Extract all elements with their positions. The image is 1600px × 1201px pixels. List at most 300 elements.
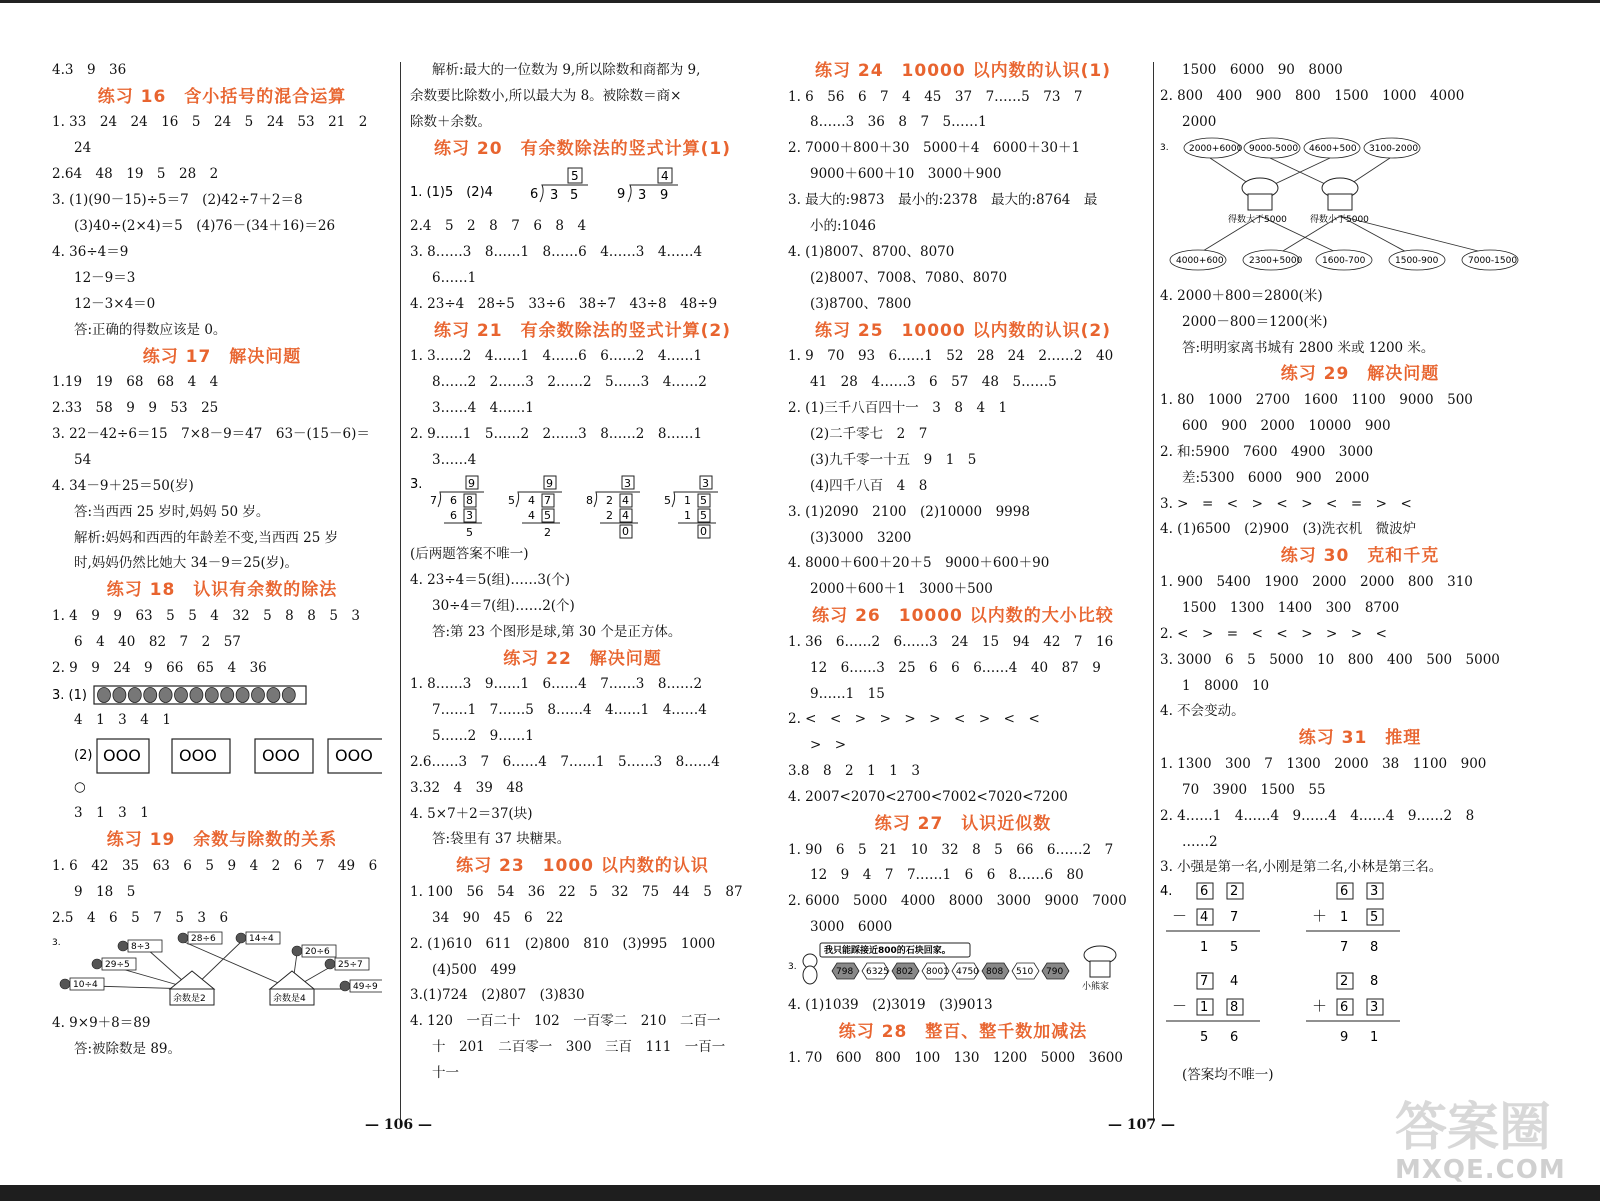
mushroom-text: 1500-900 xyxy=(1395,255,1439,266)
answer-line: 1. 6 56 6 7 4 45 37 7……5 73 7 xyxy=(788,88,1083,105)
answer-line: 十一 xyxy=(432,1065,459,1082)
divisor: 5 xyxy=(664,493,671,507)
answer-line: 24 xyxy=(74,140,92,157)
long-division xyxy=(664,476,718,538)
dividend-a2: 5 xyxy=(570,188,579,204)
digit: 7 xyxy=(1230,910,1239,926)
mushroom-text: 4600+500 xyxy=(1309,143,1357,154)
quotient-a: 5 xyxy=(571,169,579,184)
answer-line: 小的:1046 xyxy=(810,218,876,235)
leaf-icon xyxy=(267,687,280,702)
division-21-svg xyxy=(410,474,750,542)
answer-line: 41 28 4……3 6 57 48 5……5 xyxy=(810,374,1057,391)
leaf-icon xyxy=(205,687,218,702)
stone-value: 802 xyxy=(896,967,914,978)
answer-line: 3.32 4 39 48 xyxy=(410,779,524,796)
division-20-svg xyxy=(410,162,750,214)
answer-line: 解析:妈妈和西西的年龄差不变,当西西 25 岁 xyxy=(74,529,339,546)
answer-line: 2. (1)610 611 (2)800 810 (3)995 1000 xyxy=(410,935,716,952)
exercise-heading: 练习 30 克和千克 xyxy=(1280,546,1440,567)
stepping-stone xyxy=(982,963,1009,979)
circle-group-1 xyxy=(97,739,149,773)
answer-line: ……2 xyxy=(1182,833,1218,850)
long-division-a xyxy=(530,168,588,203)
answer-line: 4. 9×9＋8＝89 xyxy=(52,1015,151,1032)
div21-label: 3. xyxy=(410,476,423,492)
answer-line: 12－9＝3 xyxy=(74,269,136,286)
digit: 7 xyxy=(1340,940,1349,956)
remainder: 5 xyxy=(466,525,473,539)
answer-line: (答案均不唯一) xyxy=(1182,1067,1274,1084)
tag-text: 10÷4 xyxy=(73,980,98,991)
column-3 xyxy=(788,58,1138,1072)
digit: 4 xyxy=(1200,910,1209,926)
answer-line: 答:第 23 个图形是球,第 30 个是正方体。 xyxy=(432,623,682,640)
mushroom-card xyxy=(1304,138,1360,158)
stepping-stone xyxy=(952,963,979,979)
exercise-heading: 练习 21 有余数除法的竖式计算(2) xyxy=(434,320,731,341)
mushroom-svg xyxy=(1160,136,1520,284)
answer-line: 5……2 9……1 xyxy=(432,727,534,744)
answer-line: 4. 2007<2070<2700<7002<7020<7200 xyxy=(788,789,1068,806)
digit: 6 xyxy=(1200,884,1209,900)
mushroom-card xyxy=(1244,138,1300,158)
answer-line: 余数要比除数小,所以最大为 8。被除数＝商× xyxy=(410,87,682,104)
mush-top-row xyxy=(1184,138,1420,158)
circle-group-text: OOO xyxy=(335,746,373,766)
answer-line: 1500 1300 1400 300 8700 xyxy=(1182,599,1400,616)
answer-line: 答:袋里有 37 块糖果。 xyxy=(432,831,571,848)
answer-line: 3.8 8 2 1 1 3 xyxy=(788,763,920,780)
answer-line: 3……4 xyxy=(432,451,477,468)
stone-value: 790 xyxy=(1046,967,1064,978)
remainder-tag xyxy=(340,980,382,992)
answer-line: 时,妈妈仍然比她大 34－9＝25(岁)。 xyxy=(74,555,299,572)
column-divider xyxy=(400,62,401,1122)
stones-label: 3. xyxy=(788,962,797,973)
exercise-heading: 练习 18 认识有余数的除法 xyxy=(106,580,338,601)
digit: 8 xyxy=(1230,1000,1239,1016)
answer-line: 4.3 9 36 xyxy=(52,62,127,78)
tag-text: 20÷6 xyxy=(305,947,330,958)
answer-line: 2000＋600＋1 3000＋500 xyxy=(810,581,993,598)
column-divider xyxy=(1153,62,1154,1122)
mushroom-card xyxy=(1170,250,1226,270)
bear-icon xyxy=(803,954,817,984)
mushroom-text: 1600-700 xyxy=(1322,255,1366,266)
answer-line: 4. 36÷4＝9 xyxy=(52,243,129,260)
answer-line: 2. 7000＋800＋30 5000＋4 6000＋30＋1 xyxy=(788,140,1081,157)
mushroom-text: 3100-2000 xyxy=(1369,143,1419,154)
answer-line: 12 9 4 7 7……1 6 6 8……6 80 xyxy=(810,867,1084,884)
remainder-tag xyxy=(292,945,336,957)
answer-line: 差:5300 6000 900 2000 xyxy=(1182,469,1370,486)
dividend-2: 7 xyxy=(544,493,551,507)
dividend-1: 1 xyxy=(684,493,691,507)
stepping-stone xyxy=(862,963,889,979)
answer-line: (3)九千零一十五 9 1 5 xyxy=(810,451,977,468)
mushroom-text: 9000-5000 xyxy=(1249,143,1299,154)
product-2: 5 xyxy=(700,508,707,522)
mushroom-card xyxy=(1316,250,1372,270)
digit: 9 xyxy=(1340,1030,1349,1046)
remainder-houses-figure xyxy=(52,931,392,1011)
answer-line: 答:当西西 25 岁时,妈妈 50 岁。 xyxy=(74,503,270,520)
exercise-heading: 练习 23 1000 以内数的认识 xyxy=(456,856,709,877)
divisor-b: 9 xyxy=(617,187,626,203)
quotient: 9 xyxy=(468,476,475,490)
divisor: 7 xyxy=(430,493,437,507)
division-figure-20 xyxy=(410,162,755,214)
house-tags xyxy=(60,932,382,992)
leaf-icon xyxy=(144,687,157,702)
circle-group-text: OOO xyxy=(262,746,300,766)
houses-label: 3. xyxy=(52,938,61,949)
long-division xyxy=(508,476,562,539)
watermark xyxy=(1395,1085,1595,1185)
answer-line: 2000－800＝1200(米) xyxy=(1182,313,1328,330)
answer-line: 3000 6000 xyxy=(810,919,893,936)
answer-line: 1. 8……3 9……1 6……4 7……3 8……2 xyxy=(410,676,703,692)
sums-svg xyxy=(1160,881,1500,1063)
leaves-figure xyxy=(52,682,392,708)
remainder-houses-svg xyxy=(52,931,382,1011)
stepping-stone xyxy=(892,963,919,979)
digit: 2 xyxy=(1340,974,1349,990)
digit: 2 xyxy=(1230,884,1239,900)
operator: ＋ xyxy=(1312,997,1328,1016)
house-right xyxy=(270,971,314,1005)
exercise-heading: 练习 16 含小括号的混合运算 xyxy=(97,86,347,107)
answer-line: (后两题答案不唯一) xyxy=(410,545,529,562)
answer-line: 3. (1)(90－15)÷5＝7 (2)42÷7＋2＝8 xyxy=(52,192,303,209)
answer-line: 1. 1300 300 7 1300 2000 38 1100 900 xyxy=(1160,755,1487,772)
stone-value: 6325 xyxy=(866,967,889,978)
sums-label: 4. xyxy=(1160,884,1173,900)
mushroom-card xyxy=(1184,138,1243,158)
column-1 xyxy=(52,58,392,1063)
answer-line: 54 xyxy=(74,451,92,468)
mushroom-card xyxy=(1364,138,1420,158)
leaf-icon xyxy=(252,687,265,702)
remainder-tag xyxy=(236,932,280,944)
leaf-icon xyxy=(236,687,249,702)
answer-line: 9 18 5 xyxy=(74,883,136,900)
answer-line: 2. 和:5900 7600 4900 3000 xyxy=(1160,443,1374,460)
div20-label: 1. (1)5 (2)4 xyxy=(410,185,493,201)
answer-line: 2. 9 9 24 9 66 65 4 36 xyxy=(52,659,267,676)
circle-group-2 xyxy=(172,739,230,773)
answer-line: 9000＋600＋10 3000＋900 xyxy=(810,166,1002,183)
answer-line: 1 8000 10 xyxy=(1182,677,1270,694)
stone-value: 808 xyxy=(986,967,1004,978)
stone-row xyxy=(832,963,1069,979)
dividend-1: 4 xyxy=(528,493,535,507)
answer-line: 7……1 7……5 8……4 4……1 4……4 xyxy=(432,701,707,718)
answer-line: 3. 小强是第一名,小刚是第二名,小林是第三名。 xyxy=(1160,859,1443,876)
digit: 5 xyxy=(1230,940,1239,956)
divisor: 5 xyxy=(508,493,515,507)
answer-line: 12 6……3 25 6 6 6……4 40 87 9 xyxy=(810,659,1101,676)
leaf-icon xyxy=(98,687,111,702)
circle-groups-svg xyxy=(52,733,382,775)
stones-home-label: 小熊家 xyxy=(1082,982,1110,993)
digit: 3 xyxy=(1370,1000,1379,1016)
leaf-icon xyxy=(190,687,203,702)
stone-value: 4750 xyxy=(956,967,979,978)
digit: 1 xyxy=(1200,940,1209,956)
answer-line: 答:被除数是 89。 xyxy=(74,1041,182,1058)
dividend-b1: 3 xyxy=(638,188,647,204)
exercise-heading: 练习 17 解决问题 xyxy=(142,346,302,367)
answer-line: 3 1 3 1 xyxy=(74,805,149,822)
quotient: 3 xyxy=(702,476,709,490)
product-2: 4 xyxy=(622,508,629,522)
mushroom-figure xyxy=(1160,136,1560,284)
answer-line: 8……2 2……3 2……2 5……3 4……2 xyxy=(432,374,707,391)
remainder: 0 xyxy=(622,524,629,538)
stepping-stone xyxy=(922,963,949,979)
answer-line: 3……4 4……1 xyxy=(432,400,534,417)
digit: 1 xyxy=(1340,910,1349,926)
exercise-heading: 练习 31 推理 xyxy=(1298,728,1422,749)
page-number-right: — 107 — xyxy=(1108,1117,1175,1133)
leaves-label: 3. (1) xyxy=(52,687,87,703)
division-figure-21 xyxy=(410,474,755,542)
exercise-heading: 练习 29 解决问题 xyxy=(1280,364,1440,385)
circle-groups-figure xyxy=(52,733,392,775)
digit: 1 xyxy=(1370,1030,1379,1046)
answer-line: 1. 70 600 800 100 130 1200 5000 3600 xyxy=(788,1049,1123,1066)
long-division xyxy=(430,476,484,539)
mushroom-house-right xyxy=(1310,178,1369,225)
tag-text: 29÷5 xyxy=(105,960,130,971)
tag-text: 28÷6 xyxy=(191,934,216,945)
answer-line: 4. (1)1039 (2)3019 (3)9013 xyxy=(788,997,993,1014)
answer-line: (3)3000 3200 xyxy=(810,529,912,546)
mush-house-left-label: 得数大于5000 xyxy=(1228,214,1287,225)
answer-line: 3. > = < > < > < = > < xyxy=(1160,495,1412,512)
answer-line: 1. 9 70 93 6……1 52 28 24 2……2 40 xyxy=(788,348,1114,365)
mushroom-card xyxy=(1389,250,1445,270)
answer-line: 2. < > = < < > > > < xyxy=(1160,625,1387,642)
answer-line: 4. 23÷4 28÷5 33÷6 38÷7 43÷8 48÷9 xyxy=(410,295,718,312)
tag-text: 49÷9 xyxy=(353,982,378,993)
dividend-1: 2 xyxy=(606,493,613,507)
answer-line: 70 3900 1500 55 xyxy=(1182,781,1326,798)
answer-line: 2. < < > > > > < > < < xyxy=(788,711,1040,728)
remainder-tag xyxy=(325,958,369,970)
stones-svg xyxy=(788,941,1128,993)
page-number-left: — 106 — xyxy=(365,1117,432,1133)
digit: 7 xyxy=(1200,974,1209,990)
leaves-svg xyxy=(52,682,372,708)
answer-line: 十 201 二百零一 300 三百 111 一百一 xyxy=(432,1039,726,1056)
answer-line: 3. (1)2090 2100 (2)10000 9998 xyxy=(788,503,1030,520)
stone-value: 8001 xyxy=(926,967,949,978)
answer-line: (2)8007、7008、7080、8070 xyxy=(810,269,1008,286)
product-1: 6 xyxy=(450,508,457,522)
answer-line: 2000 xyxy=(1182,113,1217,130)
exercise-heading: 练习 24 10000 以内数的认识(1) xyxy=(814,61,1111,81)
mush-bottom-row xyxy=(1170,250,1518,270)
vertical-sums-figure xyxy=(1160,881,1560,1063)
answer-line: 600 900 2000 10000 900 xyxy=(1182,417,1391,434)
remainder-tag xyxy=(178,932,222,944)
answer-line: 3. 8……3 8……1 8……6 4……3 4……4 xyxy=(410,244,703,261)
answer-line: (4)500 499 xyxy=(432,961,517,978)
mushroom-text: 2000+6000 xyxy=(1189,143,1243,154)
stepping-stone xyxy=(1042,963,1069,979)
div21-row xyxy=(430,476,718,539)
answer-line: 1500 6000 90 8000 xyxy=(1182,62,1343,78)
answer-line: 答:明明家离书城有 2800 米或 1200 米。 xyxy=(1182,339,1435,356)
digit: 6 xyxy=(1340,884,1349,900)
answer-line: 34 90 45 6 22 xyxy=(432,909,564,926)
answer-line: 2.4 5 2 8 7 6 8 4 xyxy=(410,218,587,235)
mush-house-right-label: 得数小于5000 xyxy=(1310,214,1369,225)
tag-text: 8÷3 xyxy=(131,942,150,953)
tag-text: 25÷7 xyxy=(338,960,363,971)
product-2: 5 xyxy=(544,508,551,522)
answer-line: 2.64 48 19 5 28 2 xyxy=(52,166,219,183)
exercise-heading: 练习 22 解决问题 xyxy=(503,648,662,669)
answer-line: 3.(1)724 (2)807 (3)830 xyxy=(410,987,585,1004)
mushroom-card xyxy=(1243,250,1303,270)
answer-line: 1. 36 6……2 6……3 24 15 94 42 7 16 xyxy=(788,633,1114,650)
dividend-2: 4 xyxy=(622,493,629,507)
top-edge xyxy=(0,0,1600,3)
answer-line: 4. 8000＋600＋20＋5 9000＋600＋90 xyxy=(788,555,1050,572)
answer-line: 2.6……3 7 6……4 7……1 5……3 8……4 xyxy=(410,753,720,770)
answer-line: 6 4 40 82 7 2 57 xyxy=(74,633,241,650)
quotient-b: 4 xyxy=(661,169,669,184)
product-1: 4 xyxy=(528,508,535,522)
answer-line: 2.33 58 9 9 53 25 xyxy=(52,399,219,416)
answer-line: 4. 不会变动。 xyxy=(1160,703,1245,720)
stepping-stones-figure xyxy=(788,941,1138,993)
bottom-edge xyxy=(0,1185,1600,1201)
stone-value: 510 xyxy=(1016,967,1034,978)
leaf-icon xyxy=(128,687,141,702)
answer-line: 1. 3……2 4……1 4……6 6……2 4……1 xyxy=(410,348,703,365)
answer-line: 3. 22－42÷6＝15 7×8－9＝47 63－(15－6)＝ xyxy=(52,425,370,442)
column-2 xyxy=(410,58,755,1087)
answer-line: 3. 最大的:9873 最小的:2378 最大的:8764 最 xyxy=(788,192,1098,209)
dividend-a1: 3 xyxy=(550,188,559,204)
mush-label: 3. xyxy=(1160,142,1169,153)
digit: 8 xyxy=(1370,974,1379,990)
answer-line: 1. 900 5400 1900 2000 2000 800 310 xyxy=(1160,573,1473,590)
leaf-icon xyxy=(113,687,126,702)
answer-line: 4. 23÷4＝5(组)……3(个) xyxy=(410,571,570,588)
digit: 6 xyxy=(1230,1030,1239,1046)
answer-line: 30÷4＝7(组)……2(个) xyxy=(432,597,575,614)
answer-line: 1. 90 6 5 21 10 32 8 5 66 6……2 7 xyxy=(788,841,1114,858)
remainder: 0 xyxy=(700,524,707,538)
answer-line: 1. 100 56 54 36 22 5 32 75 44 5 87 xyxy=(410,883,743,900)
mushroom-text: 4000+600 xyxy=(1176,255,1224,266)
bear-house-icon xyxy=(1084,946,1116,977)
divisor-a: 6 xyxy=(530,187,539,203)
remainder-tag xyxy=(60,978,104,990)
exercise-heading: 练习 26 10000 以内数的大小比较 xyxy=(812,606,1114,627)
dividend-2: 5 xyxy=(700,493,707,507)
answer-line: 4. (1)6500 (2)900 (3)洗衣机 微波炉 xyxy=(1160,521,1417,538)
circle-group-text: OOO xyxy=(179,746,217,766)
exercise-heading: 练习 27 认识近似数 xyxy=(874,814,1052,835)
digit: 8 xyxy=(1370,940,1379,956)
long-division xyxy=(586,476,640,538)
tag-text: 14÷4 xyxy=(249,934,274,945)
answer-line: (3)8700、7800 xyxy=(810,295,912,312)
vertical-sum xyxy=(1166,973,1260,1045)
circle-group-4 xyxy=(328,739,382,773)
divisor: 8 xyxy=(586,493,593,507)
leaf-icon xyxy=(282,687,295,702)
answer-line: 1. 33 24 24 16 5 24 5 24 53 21 2 xyxy=(52,114,368,131)
mushroom-text: 2300+5000 xyxy=(1249,255,1303,266)
mushroom-text: 7000-1500 xyxy=(1468,255,1518,266)
leaf-icon xyxy=(175,687,188,702)
remainder: 2 xyxy=(544,525,551,539)
mushroom-card xyxy=(1462,250,1518,270)
circle-group-3 xyxy=(255,739,313,773)
leaf-row xyxy=(98,687,296,702)
answer-line: 3. 3000 6 5 5000 10 800 400 500 5000 xyxy=(1160,651,1500,668)
answer-line: 12－3×4＝0 xyxy=(74,295,156,312)
dividend-2: 8 xyxy=(466,493,473,507)
answer-line: ○ xyxy=(74,779,86,796)
answer-line: 1.19 19 68 68 4 4 xyxy=(52,374,219,391)
answer-line: 2.5 4 6 5 7 5 3 6 xyxy=(52,909,229,926)
vertical-sum xyxy=(1306,883,1400,955)
house-left xyxy=(170,971,214,1005)
operator: － xyxy=(1172,997,1188,1016)
stepping-stone xyxy=(832,963,859,979)
digit: 4 xyxy=(1230,974,1239,990)
circles-label: (2) xyxy=(74,748,93,764)
answer-line: 1. 80 1000 2700 1600 1100 9000 500 xyxy=(1160,391,1473,408)
column-4 xyxy=(1160,58,1560,1089)
remainder-tag xyxy=(92,958,136,970)
answer-line: 9……1 15 xyxy=(810,685,885,702)
answer-line: 4. 120 一百二十 102 一百零二 210 二百一 xyxy=(410,1013,721,1030)
dividend-b2: 9 xyxy=(660,188,669,204)
answer-line: 2. 4……1 4……4 9……4 4……4 9……2 8 xyxy=(1160,807,1475,824)
watermark-url: MXQE.COM xyxy=(1395,1155,1566,1185)
operator: ＋ xyxy=(1312,907,1328,926)
quotient: 3 xyxy=(624,476,631,490)
answer-line: 4. 34－9＋25＝50(岁) xyxy=(52,477,194,494)
answer-line: 4. (1)8007、8700、8070 xyxy=(788,243,955,260)
product-1: 2 xyxy=(606,508,613,522)
answer-line: 4 1 3 4 1 xyxy=(74,711,171,728)
house-left-label: 余数是2 xyxy=(173,994,206,1005)
quotient: 9 xyxy=(546,476,553,490)
long-division-b xyxy=(617,168,678,203)
answer-line: 2. 9……1 5……2 2……3 8……2 8……1 xyxy=(410,426,703,443)
stepping-stone xyxy=(1012,963,1039,979)
digit: 5 xyxy=(1370,910,1379,926)
vertical-sum xyxy=(1306,973,1400,1045)
exercise-heading: 练习 19 余数与除数的关系 xyxy=(106,830,338,851)
answer-line: 4. 2000＋800＝2800(米) xyxy=(1160,287,1323,304)
digit: 1 xyxy=(1200,1000,1209,1016)
answer-line: 1. 4 9 9 63 5 5 4 32 5 8 8 5 3 xyxy=(52,607,361,624)
digit: 5 xyxy=(1200,1030,1209,1046)
product-1: 1 xyxy=(684,508,691,522)
